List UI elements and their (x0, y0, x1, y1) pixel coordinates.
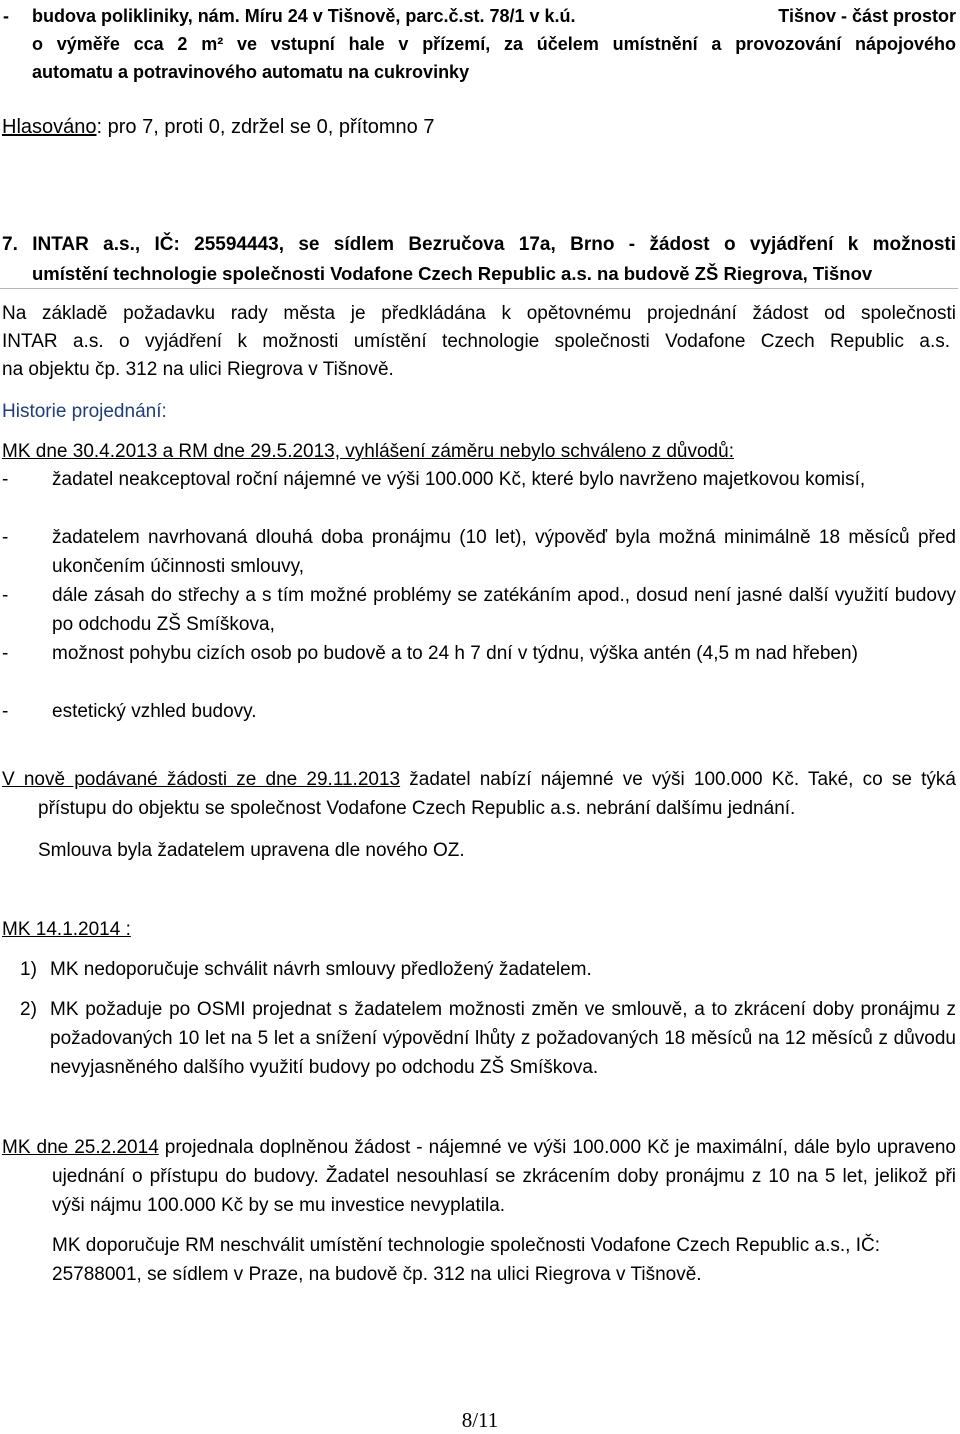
new-request-text: žadatel nabízí nájemné ve výši 100.000 Kč. Také, co se týká přístupu do objektu se společnost Vodafone Czech Republic a.s. nebrání dalšímu jednání. (38, 769, 956, 819)
mk2-text: projednala doplněnou žádost - nájemné ve výši 100.000 Kč je maximální, dále bylo upraveno ujednání o přístupu do budovy. Žadatel nesouhlasí se zkrácením doby pronájmu z 10 na 5 let, jelikož při výši nájmu 100.000 Kč by se mu investice nevyplatila. (52, 1137, 956, 1216)
mk-point-text: MK požaduje po OSMI projednat s žadatelem možnosti změn ve smlouvě, a to zkrácení doby pronájmu z požadovaných 10 let na 5 let a snížení výpovědní lhůty z požadovaných 18 měsíců na 12 měsíců z důvodu nevyjasněného dalšího využití budovy po odchodu ZŠ Smíškova. (50, 999, 956, 1078)
reason-4: - možnost pohybu cizích osob po budově a to 24 h 7 dní v týdnu, výška antén (4,5 m nad hřeben) (2, 639, 956, 668)
vote-text: : pro 7, proti 0, zdržel se 0, přítomno 7 (96, 116, 435, 138)
intro-line1: Na základě požadavku rady města je předkládána k opětovnému projednání žádost od společnosti (2, 303, 956, 324)
mk-point-1 (20, 955, 956, 984)
top-item-line1-lead: budova polikliniky, nám. Míru 24 v Tišnově, parc.č.st. 78/1 v k.ú. (32, 6, 576, 26)
top-item-bullet: - (3, 6, 9, 26)
top-item-line1 (32, 2, 956, 30)
recommendation: MK doporučuje RM neschválit umístění technologie společnosti Vodafone Czech Republic a.s., IČ: 25788001, se sídlem v Praze, na budově čp. 312 na ulici Riegrova v Tišnově. (52, 1235, 881, 1285)
reason-3: - dále zásah do střechy a s tím možné problémy se zatékáním apod., dosud není jasné další využití budovy po odchodu ZŠ Smíškova, (2, 581, 956, 639)
top-item-line2: o výměře cca 2 m² ve vstupní hale v přízemí, za účelem umístnění a provozování nápojového (32, 34, 956, 54)
history-heading: Historie projednání: (2, 401, 167, 422)
divider (0, 288, 958, 289)
mk-point-2 (20, 995, 956, 1082)
top-item-line1-tail: Tišnov - část prostor (778, 6, 956, 26)
mk-point-number: 2) (20, 999, 37, 1020)
page-number: 8/11 (461, 1408, 499, 1432)
mk2-label: MK dne 25.2.2014 (2, 1137, 159, 1158)
new-request (2, 765, 956, 823)
item7-heading-line1: 7. INTAR a.s., IČ: 25594443, se sídlem Bezručova 17a, Brno - žádost o vyjádření k možnosti (2, 234, 956, 255)
reason-dash: - (2, 701, 9, 722)
mk-heading: MK 14.1.2014 : (2, 919, 131, 940)
reason-dash: - (2, 527, 9, 548)
intro-line2: INTAR a.s. o vyjádření k možnosti umístění technologie společnosti Vodafone Czech Republic a.s. (2, 331, 950, 352)
mk-point-number: 1) (20, 959, 37, 980)
mk2-paragraph (2, 1133, 956, 1220)
reason-dash: - (2, 585, 9, 606)
history-date: MK dne 30.4.2013 a RM dne 29.5.2013, vyhlášení záměru nebylo schváleno z důvodů: (2, 441, 734, 462)
new-request-label: V nově podávané žádosti ze dne 29.11.2013 (2, 769, 401, 790)
top-item-line3: automatu a potravinového automatu na cukrovinky (32, 62, 470, 82)
reason-dash: - (2, 469, 9, 490)
reason-2: - žadatelem navrhovaná dlouhá doba pronájmu (10 let), výpověď byla možná minimálně 18 měsíců před ukončením účinnosti smlouvy, (2, 523, 956, 581)
reason-1: - žadatel neakceptoval roční nájemné ve výši 100.000 Kč, které bylo navrženo majetkovou komisí, (2, 465, 956, 494)
vote-label: Hlasováno (2, 116, 97, 138)
item7-heading-line2: umístění technologie společnosti Vodafone Czech Republic a.s. na budově ZŠ Riegrova, Tišnov (32, 263, 873, 284)
intro-line3: na objektu čp. 312 na ulici Riegrova v Tišnově. (2, 359, 394, 380)
mk-point-text: MK nedoporučuje schválit návrh smlouvy předložený žadatelem. (50, 959, 592, 980)
vote-result (2, 112, 434, 142)
contract-note: Smlouva byla žadatelem upravena dle nového OZ. (38, 840, 465, 861)
reason-dash: - (2, 643, 9, 664)
reason-5: - estetický vzhled budovy. (2, 697, 956, 726)
